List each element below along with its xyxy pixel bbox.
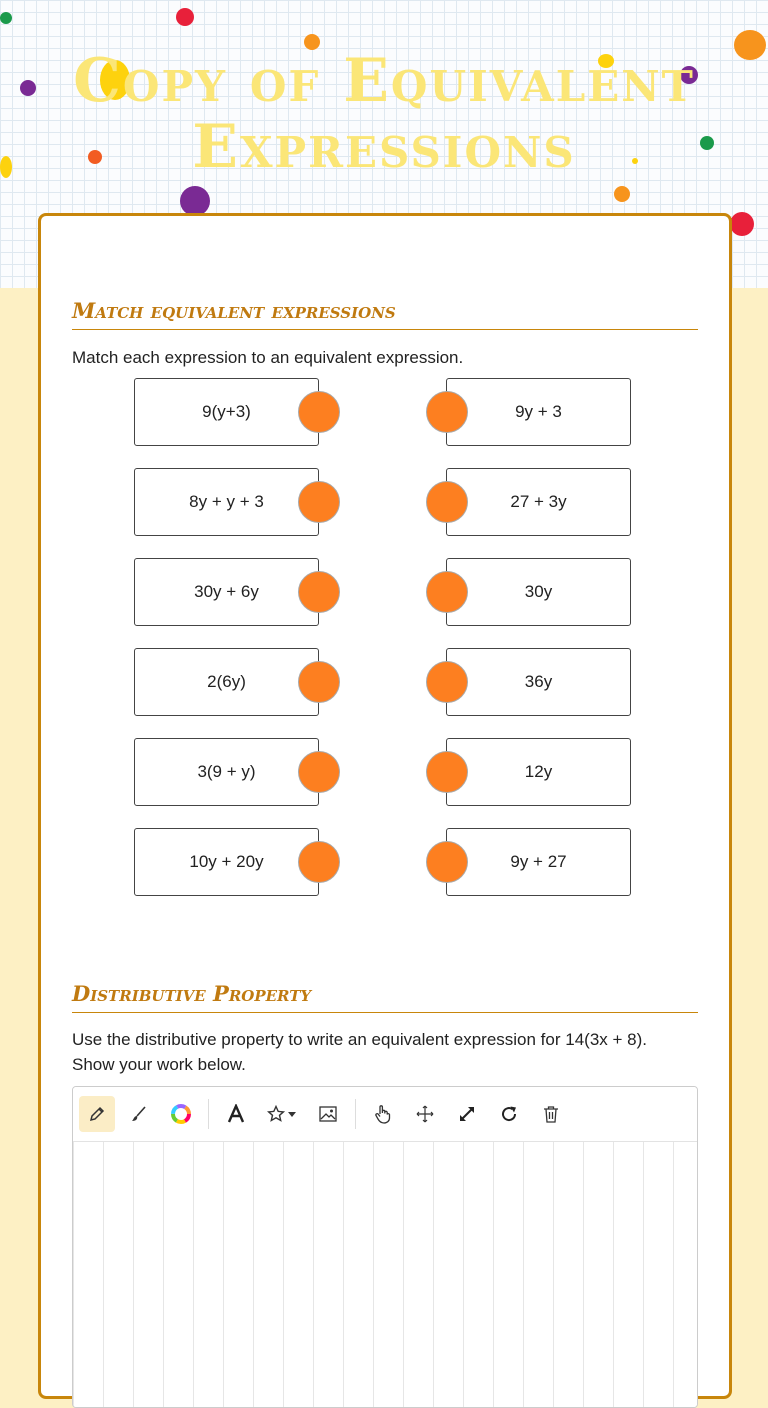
color-wheel-icon[interactable] — [163, 1096, 199, 1132]
paint-splat — [180, 186, 210, 216]
left-expression-box[interactable]: 10y + 20y — [134, 828, 319, 896]
right-connector-dot[interactable] — [426, 751, 468, 793]
right-connector-dot[interactable] — [426, 391, 468, 433]
left-connector-dot[interactable] — [298, 661, 340, 703]
paint-splat — [614, 186, 630, 202]
pencil-icon[interactable] — [79, 1096, 115, 1132]
right-connector-dot[interactable] — [426, 571, 468, 613]
left-expression-box[interactable]: 2(6y) — [134, 648, 319, 716]
redo-icon[interactable] — [491, 1096, 527, 1132]
right-expression-box[interactable]: 27 + 3y — [446, 468, 631, 536]
right-expression-box[interactable]: 9y + 27 — [446, 828, 631, 896]
section-title-match: Match equivalent expressions — [72, 298, 698, 330]
left-connector-dot[interactable] — [298, 571, 340, 613]
match-instruction: Match each expression to an equivalent expression. — [72, 348, 464, 367]
left-connector-dot[interactable] — [298, 391, 340, 433]
brush-icon[interactable] — [121, 1096, 157, 1132]
move-icon[interactable] — [407, 1096, 443, 1132]
right-expression-box[interactable]: 30y — [446, 558, 631, 626]
distributive-instruction: Use the distributive property to write an equivalent expression for 14(3x + 8). Show your work below. — [72, 1030, 647, 1074]
right-decor — [728, 288, 768, 1380]
left-expression-box[interactable]: 8y + y + 3 — [134, 468, 319, 536]
left-expression-box[interactable]: 9(y+3) — [134, 378, 319, 446]
page-title: Copy of Equivalent Expressions — [73, 46, 695, 182]
expand-icon[interactable] — [449, 1096, 485, 1132]
star-shape-icon[interactable] — [260, 1096, 304, 1132]
right-connector-dot[interactable] — [426, 661, 468, 703]
toolbar-separator — [208, 1099, 209, 1129]
left-connector-dot[interactable] — [298, 751, 340, 793]
left-expression-box[interactable]: 3(9 + y) — [134, 738, 319, 806]
right-connector-dot[interactable] — [426, 841, 468, 883]
drawing-toolbar — [73, 1087, 697, 1142]
drawing-area — [72, 1086, 698, 1408]
right-expression-box[interactable]: 12y — [446, 738, 631, 806]
section-title-distributive: Distributive Property — [72, 981, 698, 1013]
left-connector-dot[interactable] — [298, 481, 340, 523]
trash-icon[interactable] — [533, 1096, 569, 1132]
right-expression-box[interactable]: 36y — [446, 648, 631, 716]
right-connector-dot[interactable] — [426, 481, 468, 523]
paint-splat — [730, 212, 754, 236]
left-expression-box[interactable]: 30y + 6y — [134, 558, 319, 626]
worksheet-card — [38, 213, 732, 1399]
image-icon[interactable] — [310, 1096, 346, 1132]
left-decor — [0, 288, 40, 1380]
text-icon[interactable] — [218, 1096, 254, 1132]
toolbar-separator — [355, 1099, 356, 1129]
paint-splat — [176, 8, 194, 26]
drawing-canvas[interactable] — [73, 1142, 697, 1407]
left-connector-dot[interactable] — [298, 841, 340, 883]
hand-icon[interactable] — [365, 1096, 401, 1132]
right-expression-box[interactable]: 9y + 3 — [446, 378, 631, 446]
paint-splat — [0, 12, 12, 24]
